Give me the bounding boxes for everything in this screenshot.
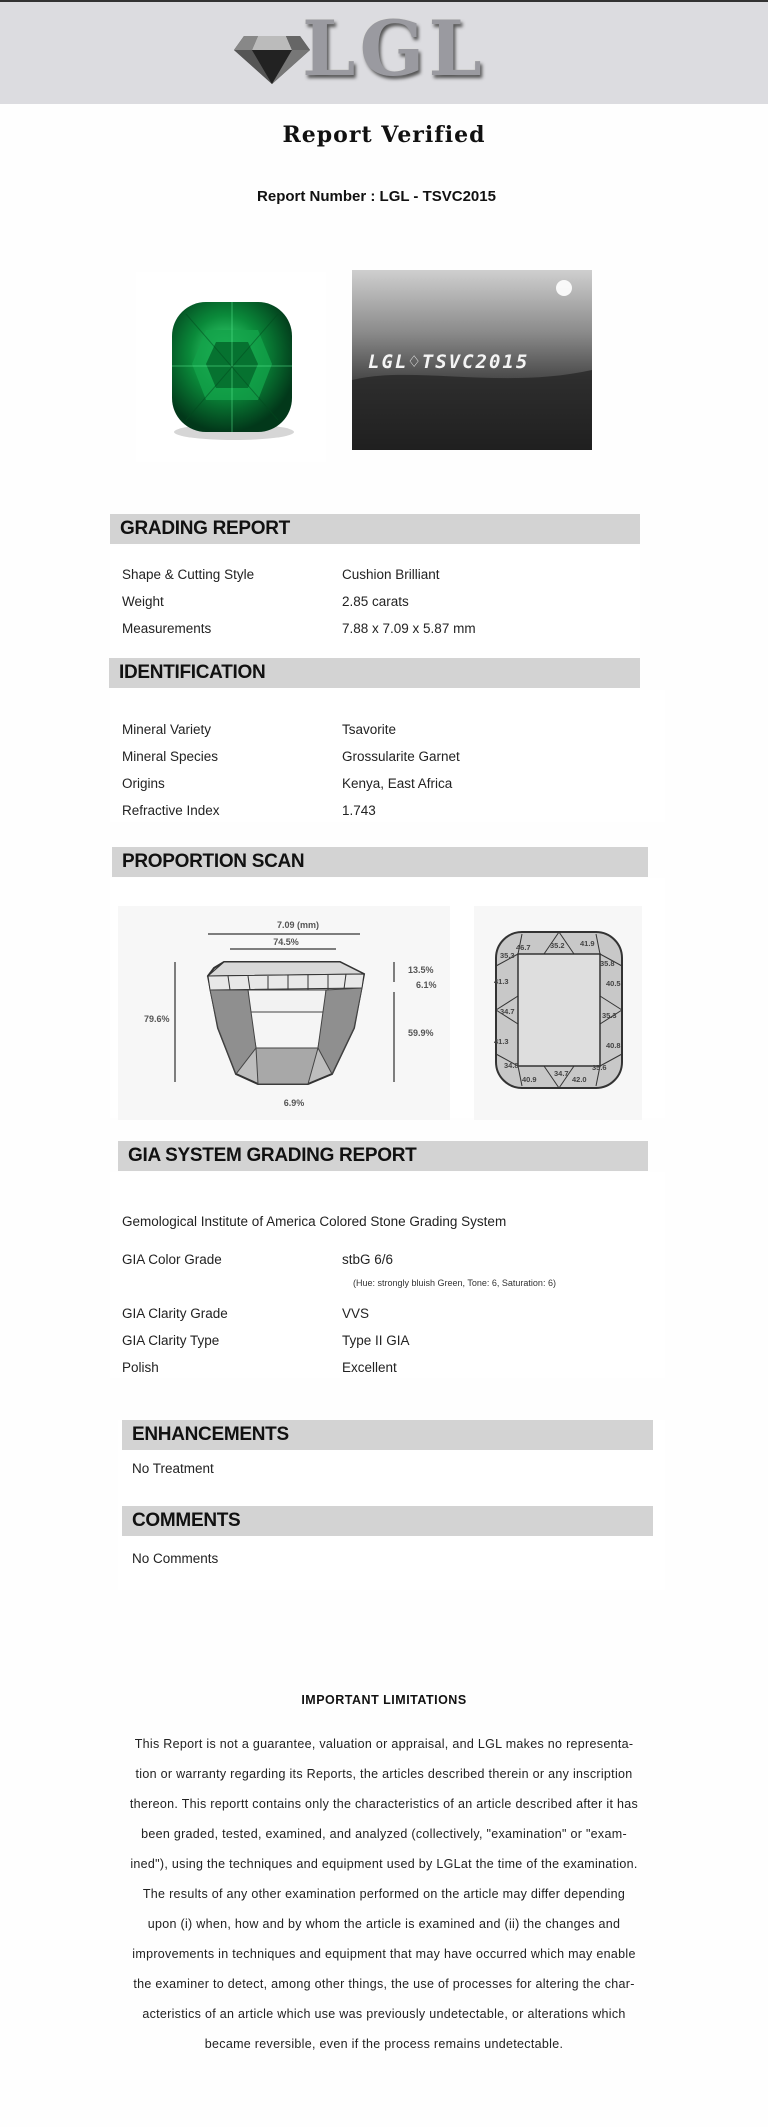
tv-label-4: 35.3: [500, 951, 515, 960]
tv-label-9: 35.3: [602, 1011, 617, 1020]
value-gia-color: stbG 6/6: [342, 1252, 394, 1267]
label-shape: Shape & Cutting Style: [122, 567, 255, 582]
limitations-line: improvements in techniques and equipment that may have occurred which may enable: [132, 1947, 636, 1961]
tv-label-16: 35.6: [592, 1063, 607, 1072]
tv-label-7: 41.3: [494, 977, 509, 986]
value-gia-clarity-grade: VVS: [342, 1306, 370, 1321]
value-polish: Excellent: [342, 1360, 397, 1375]
inscription-text: LGL♢TSVC2015: [368, 351, 530, 373]
section-heading-comments: COMMENTS: [122, 1506, 653, 1536]
profile-crown-label: 13.5%: [408, 965, 434, 975]
stone-photo: [136, 272, 326, 462]
value-weight: 2.85 carats: [342, 594, 409, 609]
limitations-line: acteristics of an article which use was previously undetectable, or alterations which: [142, 2007, 626, 2021]
header-banner: [0, 0, 768, 104]
tv-label-1: 46.7: [516, 943, 531, 952]
gia-system-text: Gemological Institute of America Colored Stone Grading System: [122, 1214, 507, 1229]
section-heading-gia: GIA SYSTEM GRADING REPORT: [118, 1141, 648, 1171]
tv-label-15: 42.0: [572, 1075, 587, 1084]
label-weight: Weight: [122, 594, 164, 609]
label-mineral-variety: Mineral Variety: [122, 722, 212, 737]
tv-label-5: 35.8: [600, 959, 615, 968]
limitations-line: the examiner to detect, among other things, the use of processes for altering the char-: [133, 1977, 635, 1991]
limitations-line: The results of any other examination performed on the article may differ depending: [142, 1887, 626, 1901]
inscription-photo: [352, 270, 592, 450]
label-origins: Origins: [122, 776, 165, 791]
value-mineral-variety: Tsavorite: [342, 722, 397, 737]
proportion-profile-diagram: [118, 906, 450, 1120]
gia-color-note: (Hue: strongly bluish Green, Tone: 6, Saturation: 6): [353, 1278, 556, 1288]
profile-depth-label: 79.6%: [144, 1014, 170, 1024]
value-mineral-species: Grossularite Garnet: [342, 749, 460, 764]
limitations-line: thereon. This reportt contains only the characteristics of an article described after it has: [129, 1797, 639, 1811]
limitations-line: upon (i) when, how and by whom the article is examined and (ii) the changes and: [147, 1917, 621, 1931]
tv-label-3: 41.9: [580, 939, 595, 948]
enhancements-text: No Treatment: [132, 1461, 214, 1476]
profile-width-label: 7.09 (mm): [276, 920, 320, 930]
tv-label-13: 40.9: [522, 1075, 537, 1084]
tv-label-2: 35.2: [550, 941, 565, 950]
label-polish: Polish: [122, 1360, 159, 1375]
value-gia-clarity-type: Type II GIA: [342, 1333, 410, 1348]
label-mineral-species: Mineral Species: [122, 749, 219, 764]
label-gia-clarity-grade: GIA Clarity Grade: [122, 1306, 228, 1321]
label-gia-clarity-type: GIA Clarity Type: [122, 1333, 220, 1348]
gemstone-image: [136, 272, 326, 462]
tv-label-6: 40.5: [606, 979, 621, 988]
label-refractive-index: Refractive Index: [122, 803, 220, 818]
limitations-line: tion or warranty regarding its Reports, the articles described therein or any inscription: [135, 1767, 633, 1781]
limitations-line: ined"), using the techniques and equipment used by LGLat the time of the examination.: [130, 1857, 638, 1871]
label-measurements: Measurements: [122, 621, 212, 636]
logo-text: LGL: [302, 4, 486, 93]
tv-label-11: 40.8: [606, 1041, 621, 1050]
value-measurements: 7.88 x 7.09 x 5.87 mm: [342, 621, 476, 636]
limitations-line: been graded, tested, examined, and analyzed (collectively, "examination" or "exam-: [141, 1827, 627, 1841]
section-heading-proportion: PROPORTION SCAN: [112, 847, 648, 877]
comments-text: No Comments: [132, 1551, 219, 1566]
proportion-topview-diagram: [474, 906, 642, 1120]
value-shape: Cushion Brilliant: [342, 567, 440, 582]
profile-girdle-label: 6.1%: [416, 980, 437, 990]
limitations-line: This Report is not a guarantee, valuation or appraisal, and LGL makes no representa-: [134, 1737, 634, 1751]
tv-label-12: 34.8: [504, 1061, 519, 1070]
section-heading-grading: GRADING REPORT: [110, 514, 640, 544]
section-heading-enhancements: ENHANCEMENTS: [122, 1420, 653, 1450]
diamond-icon: [232, 22, 312, 86]
lgl-logo[interactable]: [232, 4, 492, 94]
value-refractive-index: 1.743: [342, 803, 376, 818]
limitations-heading: IMPORTANT LIMITATIONS: [301, 1693, 467, 1707]
section-heading-identification: IDENTIFICATION: [109, 658, 640, 688]
tv-label-14: 34.7: [554, 1069, 569, 1078]
profile-table-label: 74.5%: [273, 937, 299, 947]
report-number: Report Number : LGL - TSVC2015: [257, 188, 496, 205]
tv-label-8: 34.7: [500, 1007, 515, 1016]
tv-label-10: 41.3: [494, 1037, 509, 1046]
label-gia-color: GIA Color Grade: [122, 1252, 222, 1267]
page-title: Report Verified: [282, 122, 486, 148]
limitations-line: became reversible, even if the process remains undetectable.: [204, 2037, 564, 2051]
value-origins: Kenya, East Africa: [342, 776, 453, 791]
laser-inscription-image: [352, 270, 592, 450]
profile-culet-label: 6.9%: [283, 1098, 305, 1108]
profile-pavilion-label: 59.9%: [408, 1028, 434, 1038]
